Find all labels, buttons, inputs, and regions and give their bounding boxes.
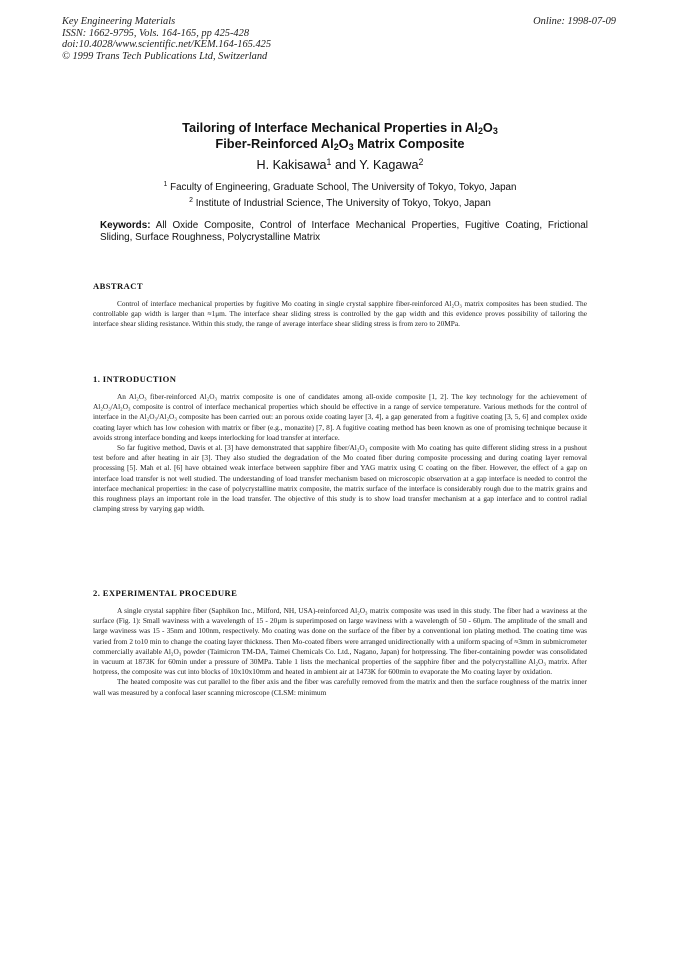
copyright-line: © 1999 Trans Tech Publications Ltd, Switzerland (62, 50, 268, 62)
title-line-2: Fiber-Reinforced $Al_2O_3$ Matrix Composite (215, 136, 465, 152)
issn-line: ISSN: 1662-9795, Vols. 164-165, pp 425-428 (62, 27, 250, 39)
abstract-paragraph: Control of interface mechanical properties by fugitive Mo coating in single crystal sapphire fiber-reinforced Al₂O₃ matrix composites has been studied. The controllable gap width is larger than ≈1μm. The interface shear sliding stress is controlled by the gap width and this evidence proves possibility of tailoring the interface shear sliding resistance. Within this study, the range of average interface shear sliding stress is from zero to 20MPa. (93, 299, 587, 329)
experimental-paragraph-1: A single crystal sapphire fiber (Saphikon Inc., Milford, NH, USA)-reinforced Al₂O₃ matrix composite was used in this study. The fiber had a waviness at the surface (Fig. 1): Small waviness with a wavelength of 15 - 20μm is superimposed on large waviness with a wavelength of 50 - 60μm. The amplitude of the small and large waviness was 15 - 35nm and 100nm, respectively. Mo coating was done on the surface of the fiber by a conventional ion plating method. The coating time was varied from 2 to10 min to change the coating layer thickness. Then Mo-coated fibers were arranged unidirectionally with a uniform spacing of ≈3mm in submicrometer commercially available Al₂O₃ powder (Taimicron TM-DA, Taimei Chemicals Co. Ltd., Nagano, Japan) for hotpressing. The fiber-containing powder was consolidated in vacuum at 1873K for 60min under a pressure of 30MPa. Table 1 lists the mechanical properties of the sapphire fiber and the polycrystalline Al₂O₃ matrix. After hotpress, the composite was cut into blocks of 10x10x10mm and heated in ambient air at 1473K for 600min to evaporate the Mo coating layer by oxidation. (93, 606, 587, 677)
author-list: H. Kakisawa$^1$ and Y. Kagawa$^2$ (256, 157, 424, 172)
experimental-body (93, 606, 587, 698)
experimental-heading: 2. EXPERIMENTAL PROCEDURE (93, 588, 238, 598)
paper-title (90, 120, 590, 152)
online-date: Online: 1998-07-09 (533, 16, 616, 27)
doi-line: doi:10.4028/www.scientific.net/KEM.164-165.425 (62, 39, 272, 51)
author-1-affil-mark: 1 (326, 157, 332, 167)
abstract-heading: ABSTRACT (93, 281, 143, 291)
journal-name: Key Engineering Materials (62, 16, 176, 27)
author-1: H. Kakisawa (256, 158, 327, 172)
keywords-label: Keywords: (100, 220, 151, 231)
affiliation-1: $^1$ Faculty of Engineering, Graduate School, The University of Tokyo, Tokyo, Japan (163, 181, 517, 193)
keywords (100, 220, 588, 245)
abstract-body (93, 299, 587, 330)
affiliation-2: $^2$ Institute of Industrial Science, The University of Tokyo, Tokyo, Japan (189, 197, 491, 209)
experimental-paragraph-2: The heated composite was cut parallel to the fiber axis and the fiber was carefully removed from the matrix and then the surface roughness of the matrix inner wall was measured by a confocal laser scanning microscope (CLSM: minimum (93, 677, 587, 697)
publication-metadata (62, 16, 271, 62)
intro-paragraph-1: An Al₂O₃ fiber-reinforced Al₂O₃ matrix composite is one of candidates among all-oxide composite [1, 2]. The key technology for the achievement of Al₂O₃/Al₂O₃ composite is control of interface mechanical properties which should be effective in a range of service temperature. Various methods for the control of interface in the Al₂O₃/Al₂O₃ composite has been carried out: an porous oxide coating layer [3, 4], a gap generated from a fugitive coating [3, 5, 6] and complex oxide coating layer which has low cohesion with matrix or fiber (e.g., monazite) [7, 8]. A fugitive coating method has been known as one of promising technique because it avoids strong interface bonding and keeps interlocking for load transfer at interface. (93, 392, 587, 442)
introduction-body (93, 392, 587, 514)
keywords-text: All Oxide Composite, Control of Interface Mechanical Properties, Fugitive Coating, Frictional Sliding, Surface Roughness, Polycrystalline Matrix (100, 220, 588, 244)
intro-paragraph-2: So far fugitive method, Davis et al. [3] have demonstrated that sapphire fiber/Al₂O₃ composite with Mo coating has quite different sliding stress in a pushout test before and after heating in air [3]. They also studied the degradation of the Mo coated fiber during composite processing and during coating layer removal processing [5]. Mah et al. [6] have obtained weak interface between sapphire fiber and YAG matrix using C coating on the fiber. However, the effect of a gap on interface load transfer is not well studied. The understanding of load transfer mechanism based on microscopic observation at a gap interface is needed to control the interface mechanical properties: in the case of polycrystalline matrix composite, the matrix surface of the interface is considerably rough due to the matrix grains and this roughness plays an important role in the load transfer. The objective of this study is to show load transfer mechanism at a gap interface and to control radial clamping stress by varying gap width. (93, 443, 587, 514)
introduction-heading: 1. INTRODUCTION (93, 374, 177, 384)
title-line-1: Tailoring of Interface Mechanical Properties in $Al_2O_3$ (182, 120, 498, 136)
author-2: Y. Kagawa (359, 158, 419, 172)
author-2-affil-mark: 2 (418, 157, 424, 167)
